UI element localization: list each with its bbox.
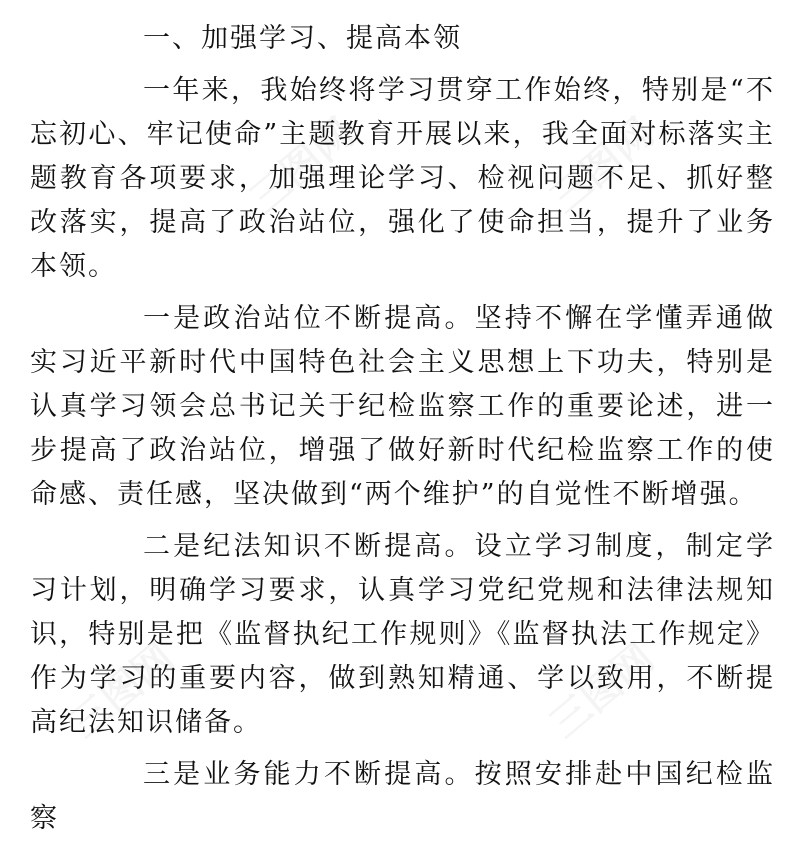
section-heading: 一、加强学习、提高本领 [143, 23, 462, 54]
document-body [30, 17, 775, 841]
paragraph-business-ability: 三是业务能力不断提高。按照安排赴中国纪检监察 [30, 759, 775, 834]
paragraph-discipline-knowledge: 二是纪法知识不断提高。设立学习制度，制定学习计划，明确学习要求，认真学习党纪党规和法律法规知识，特别是把《监督执纪工作规则》《监督执法工作规定》作为学习的重要内容，做到熟知精通、学以致用，不断提高纪法知识储备。 [30, 531, 775, 738]
paragraph-political-stance: 一是政治站位不断提高。坚持不懈在学懂弄通做实习近平新时代中国特色社会主义思想上下功夫，特别是认真学习领会总书记关于纪检监察工作的重要论述，进一步提高了政治站位，增强了做好新时代纪检监察工作的使命感、责任感，坚决做到“两个维护”的自觉性不断增强。 [30, 303, 775, 510]
paragraph-intro: 一年来，我始终将学习贯穿工作始终，特别是“不忘初心、牢记使命”主题教育开展以来，我全面对标落实主题教育各项要求，加强理论学习、检视问题不足、抓好整改落实，提高了政治站位，强化了使命担当，提升了业务本领。 [30, 75, 775, 282]
